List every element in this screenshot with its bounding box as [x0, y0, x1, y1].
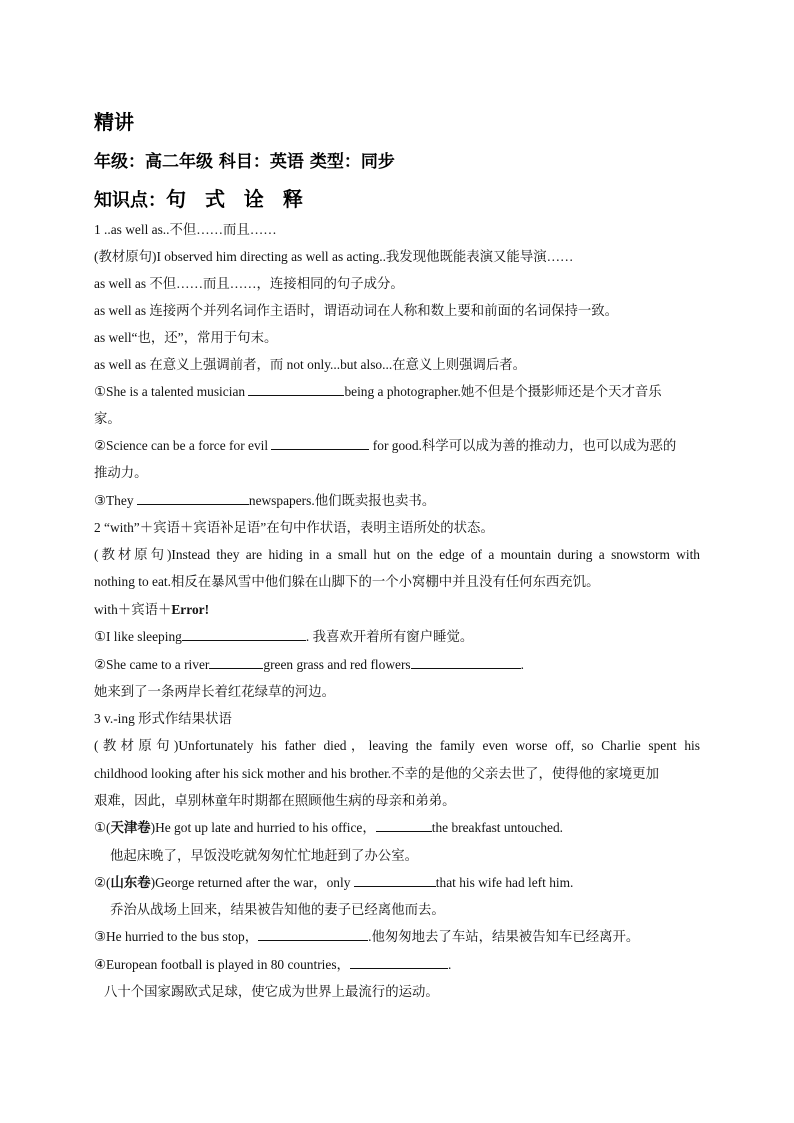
section-1-note-3: as well“也，还”，常用于句末。	[94, 330, 278, 345]
section-1-exercise-1: ①She is a talented musician being a photographer.她不但是个摄影师还是个天才音乐	[94, 384, 662, 399]
topic-heading	[94, 183, 700, 212]
section-3-exercise-2: ②(山东卷)George returned after the war，only that his wife had left him.	[94, 875, 574, 890]
section-2-example-line-2: nothing to eat.相反在暴风雪中他们躲在山脚下的一个小窝棚中并且没有任何东西充饥。	[94, 574, 600, 589]
section-3-exercise-1-translation: 他起床晚了，早饭没吃就匆匆忙忙地赶到了办公室。	[110, 848, 418, 863]
topic-prefix: 知识点：	[94, 190, 166, 211]
section-1-example: (教材原句)I observed him directing as well as acting..我发现他既能表演又能导演……	[94, 249, 574, 264]
section-2-heading: 2 “with”＋宾语＋宾语补足语”在句中作状语，表明主语所处的状态。	[94, 520, 494, 535]
section-3-example-line-1: (教材原句)Unfortunately his father died，leaving the family even worse off, so Charlie spent his	[94, 738, 700, 753]
section-3-exercise-2-translation: 乔治从战场上回来，结果被告知他的妻子已经离他而去。	[110, 902, 445, 917]
answer-blank[interactable]	[271, 437, 369, 450]
section-3-exercise-1: ①(天津卷)He got up late and hurried to his office， the breakfast untouched.	[94, 820, 564, 835]
answer-blank[interactable]	[137, 492, 249, 505]
answer-blank[interactable]	[350, 956, 448, 969]
section-1-exercise-2-cont: 推动力。	[94, 465, 148, 480]
answer-blank[interactable]	[354, 874, 436, 887]
answer-blank[interactable]	[182, 628, 306, 641]
section-2-example-line-1: (教材原句)Instead they are hiding in a small hut on the edge of a mountain during a snowstorm with	[94, 547, 700, 562]
section-1-heading: 1 ..as well as..不但……而且……	[94, 222, 277, 237]
section-3-heading: 3 v.-ing 形式作结果状语	[94, 711, 232, 726]
error-field: Error!	[171, 602, 210, 617]
section-3-exercise-4: ④European football is played in 80 countries， .	[94, 957, 452, 972]
section-2-exercise-2: ②She came to a river green grass and red flowers .	[94, 657, 524, 672]
source-label: 山东卷	[110, 875, 151, 890]
answer-blank[interactable]	[376, 819, 432, 832]
section-3-exercise-3: ③He hurried to the bus stop， .他匆匆地去了车站，结果被告知车已经离开。	[94, 929, 640, 944]
section-3-example-line-3: 艰难，因此，卓别林童年时期都在照顾他生病的母亲和弟弟。	[94, 793, 456, 808]
section-2-formula: with＋宾语＋Error!	[94, 602, 210, 617]
section-3-exercise-4-translation: 八十个国家踢欧式足球，使它成为世界上最流行的运动。	[104, 984, 439, 999]
answer-blank[interactable]	[209, 656, 263, 669]
source-label: 天津卷	[110, 820, 151, 835]
section-2-exercise-2-translation: 她来到了一条两岸长着红花绿草的河边。	[94, 684, 336, 699]
answer-blank[interactable]	[258, 928, 368, 941]
section-1-exercise-3: ③They newspapers.他们既卖报也卖书。	[94, 493, 436, 508]
course-meta: 年级：高二年级 科目：英语 类型：同步	[94, 152, 395, 172]
section-1-exercise-1-cont: 家。	[94, 411, 121, 426]
section-1-note-1: as well as 不但……而且……，连接相同的句子成分。	[94, 276, 404, 291]
page-title: 精讲	[94, 110, 134, 134]
topic-main: 句 式 诠 释	[166, 187, 309, 211]
answer-blank[interactable]	[411, 656, 521, 669]
section-3-example-line-2: childhood looking after his sick mother and his brother.不幸的是他的父亲去世了，使得他的家境更加	[94, 766, 659, 781]
section-1-note-2: as well as 连接两个并列名词作主语时，谓语动词在人称和数上要和前面的名词保持一致。	[94, 303, 619, 318]
section-1-note-4: as well as 在意义上强调前者，而 not only...but also...在意义上则强调后者。	[94, 357, 527, 372]
section-2-exercise-1: ①I like sleeping . 我喜欢开着所有窗户睡觉。	[94, 629, 474, 644]
section-1-exercise-2: ②Science can be a force for evil for good.科学可以成为善的推动力，也可以成为恶的	[94, 438, 677, 453]
answer-blank[interactable]	[248, 383, 344, 396]
